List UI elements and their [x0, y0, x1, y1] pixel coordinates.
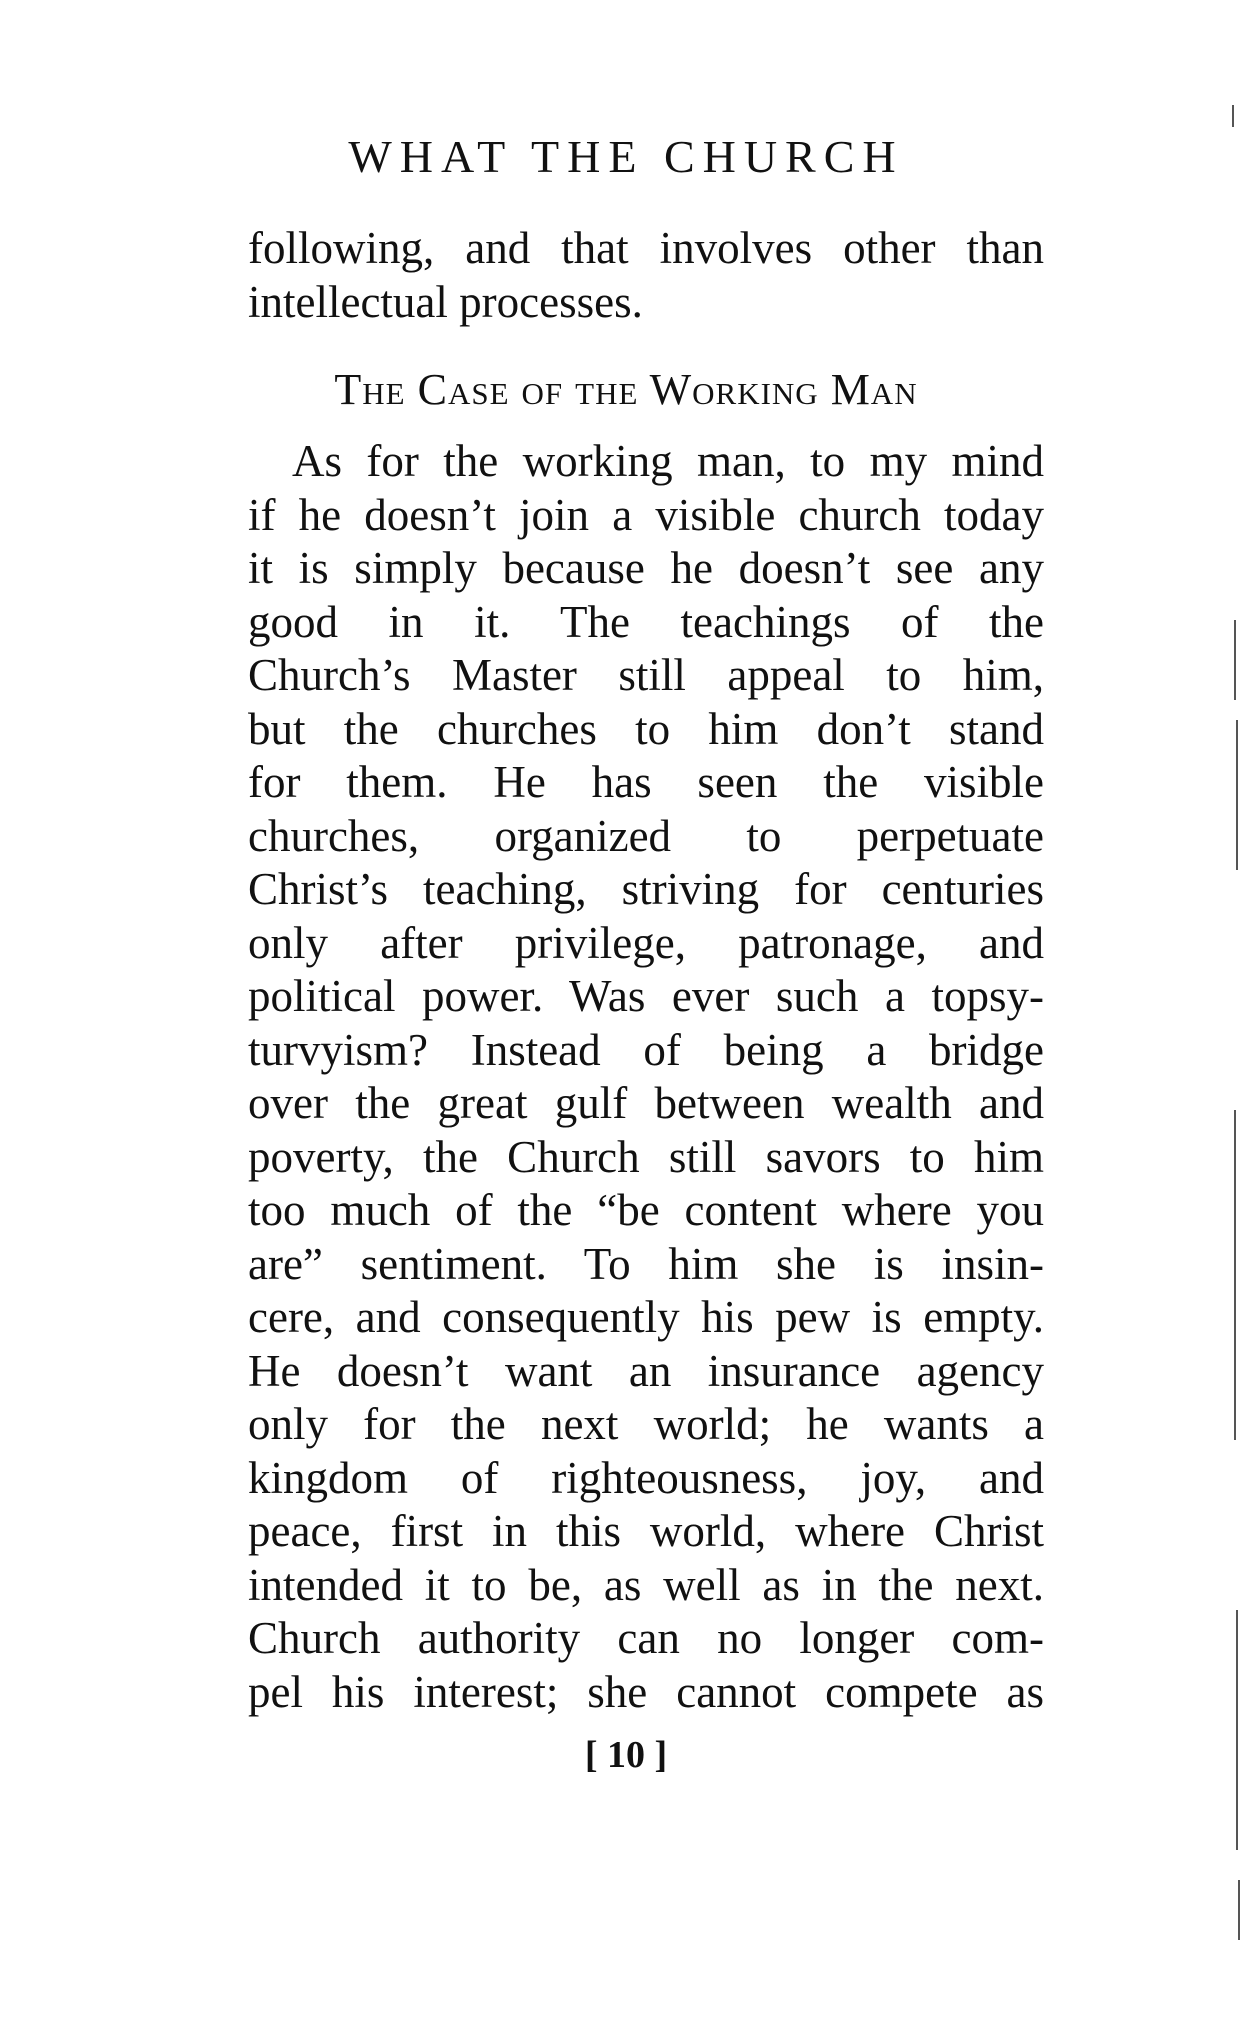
- text-line: only for the next world; he wants a: [248, 1399, 1044, 1449]
- text-line: but the churches to him don’t stand: [248, 703, 1044, 754]
- text-line: He doesn’t want an insurance agency: [248, 1345, 1044, 1396]
- scan-edge-mark: [1236, 720, 1238, 870]
- text-line: only after privilege, patronage, and: [248, 917, 1044, 968]
- text-line: Church authority can no longer com-: [248, 1613, 1044, 1663]
- text-line: for them. He has seen the visible: [248, 757, 1044, 807]
- opening-text: [248, 222, 1044, 329]
- text-line: intellectual processes.: [248, 276, 643, 327]
- text-line: are” sentiment. To him she is insin-: [248, 1238, 1044, 1289]
- text-line: good in it. The teachings of the: [248, 596, 1044, 647]
- text-line: Church’s Master still appeal to him,: [248, 650, 1044, 700]
- text-line: political power. Was ever such a topsy-: [248, 971, 1044, 1021]
- body-paragraph: [248, 435, 1044, 1719]
- text-line: kingdom of righteousness, joy, and: [248, 1452, 1044, 1503]
- text-line: turvyism? Instead of being a bridge: [248, 1024, 1044, 1075]
- scan-edge-mark: [1236, 1610, 1238, 1850]
- page-number: [ 10 ]: [584, 1734, 668, 1776]
- text-line: if he doesn’t join a visible church today: [248, 489, 1044, 540]
- scan-edge-mark: [1234, 620, 1236, 700]
- text-line: over the great gulf between wealth and: [248, 1078, 1044, 1128]
- text-line: peace, first in this world, where Christ: [248, 1506, 1044, 1556]
- section-heading: The Case of the Working Man: [334, 365, 918, 414]
- text-line: intended it to be, as well as in the next.: [248, 1559, 1044, 1610]
- text-line: too much of the “be content where you: [248, 1185, 1044, 1235]
- running-head: WHAT THE CHURCH: [348, 131, 904, 182]
- scan-edge-mark: [1234, 1110, 1236, 1440]
- text-line: churches, organized to perpetuate: [248, 810, 1044, 861]
- text-line: following, and that involves other than: [248, 223, 1044, 273]
- text-line: Christ’s teaching, striving for centuries: [248, 864, 1044, 914]
- text-line: pel his interest; she cannot compete as: [248, 1666, 1044, 1717]
- text-line: poverty, the Church still savors to him: [248, 1131, 1044, 1182]
- scan-edge-mark: [1238, 1880, 1240, 1940]
- scan-edge-mark: [1232, 105, 1234, 127]
- text-line: cere, and consequently his pew is empty.: [248, 1292, 1044, 1342]
- text-line: it is simply because he doesn’t see any: [248, 543, 1044, 593]
- text-line: As for the working man, to my mind: [292, 436, 1044, 486]
